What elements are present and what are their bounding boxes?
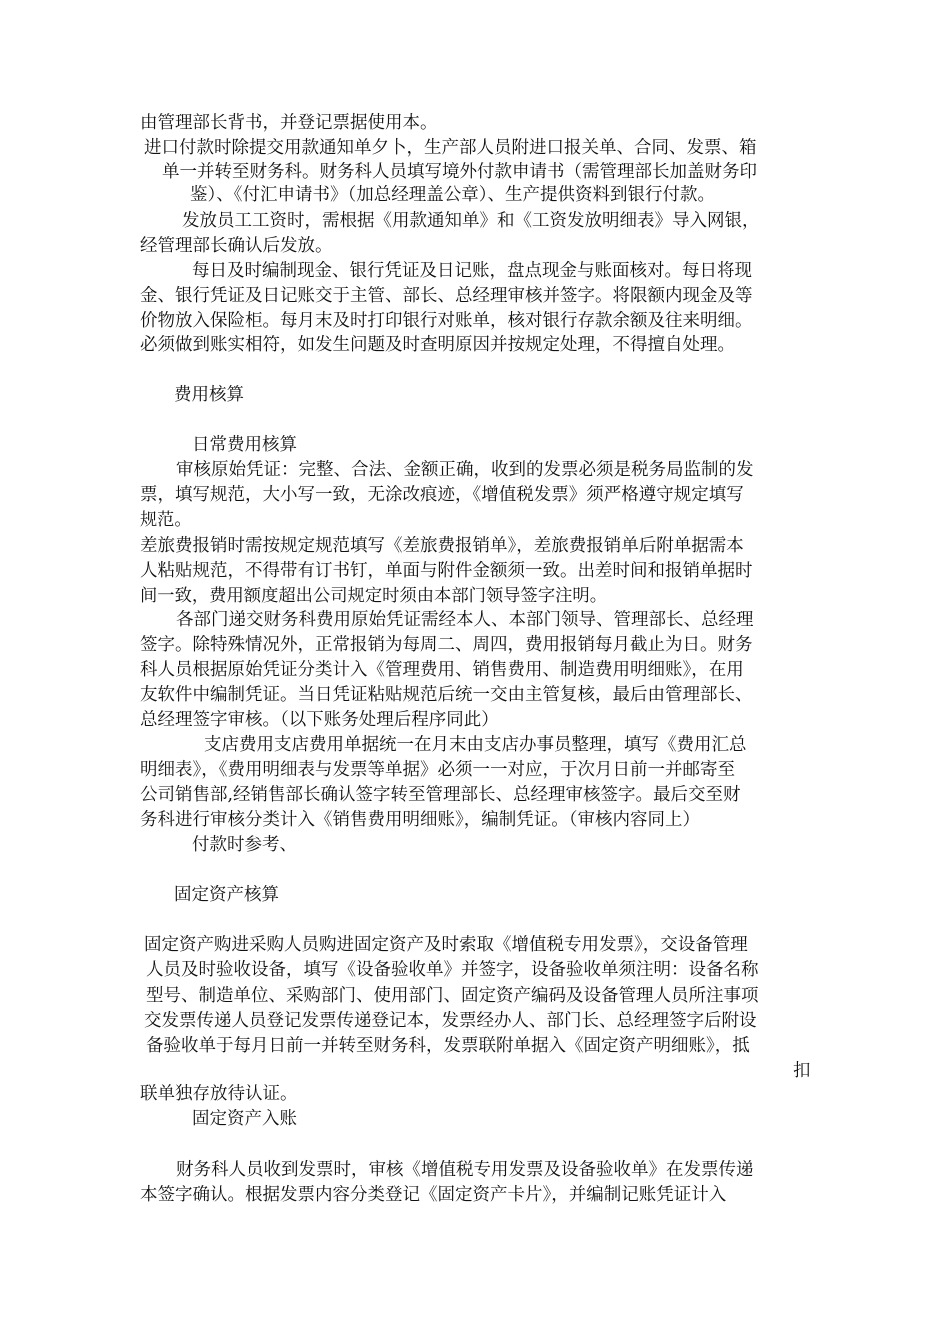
text-line: 固定资产购进采购人员购进固定资产及时索取《增值税专用发票》，交设备管理 [144, 935, 748, 955]
text-line: 经管理部长确认后发放。 [140, 236, 333, 256]
text-line: 务科进行审核分类计入《销售费用明细账》，编制凭证。（审核内容同上） [140, 810, 700, 830]
text-line: 由管理部长背书，并登记票据使用本。 [140, 113, 438, 133]
text-line: 本签字确认。根据发票内容分类登记《固定资产卡片》，并编制记账凭证计入 [140, 1185, 727, 1205]
subsection-heading: 固定资产入账 [192, 1109, 297, 1129]
text-line: 发放员工工资时，需根据《用款通知单》和《工资发放明细表》导入网银， [182, 211, 760, 231]
text-line: 人员及时验收设备，填写《设备验收单》并签字，设备验收单须注明：设备名称 [146, 960, 759, 980]
text-line: 支店费用支店费用单据统一在月末由支店办事员整理，填写《费用汇总 [204, 735, 747, 755]
text-line: 财务科人员收到发票时，审核《增值税专用发票及设备验收单》在发票传递 [176, 1160, 754, 1180]
text-line: 扣 [793, 1061, 811, 1081]
subsection-heading: 日常费用核算 [192, 435, 297, 455]
text-line: 明细表》，《费用明细表与发票等单据》必须一一对应，于次月日前一并邮寄至 [140, 760, 735, 780]
text-line: 必须做到账实相符，如发生问题及时查明原因并按规定处理，不得擅自处理。 [140, 335, 735, 355]
text-line: 人粘贴规范，不得带有订书钉，单面与附件金额须一致。出差时间和报销单据时 [140, 561, 753, 581]
text-line: 科人员根据原始凭证分类计入《管理费用、销售费用、制造费用明细账》，在用 [140, 660, 744, 680]
text-line: 联单独存放待认证。 [140, 1084, 298, 1104]
text-line: 备验收单于每月日前一并转至财务科，发票联附单据入《固定资产明细账》，抵 [146, 1036, 750, 1056]
section-heading: 固定资产核算 [174, 885, 279, 905]
text-line: 各部门递交财务科费用原始凭证需经本人、本部门领导、管理部长、总经理 [176, 610, 754, 630]
text-line: 交发票传递人员登记发票传递登记本，发票经办人、部门长、总经理签字后附设 [144, 1011, 757, 1031]
text-line: 金、银行凭证及日记账交于主管、部长、总经理审核并签字。将限额内现金及等 [140, 286, 753, 306]
text-line: 规范。 [140, 510, 192, 530]
text-line: 签字。除特殊情况外，正常报销为每周二、周四，费用报销每月截止为日。财务 [140, 635, 753, 655]
text-line: 每日及时编制现金、银行凭证及日记账，盘点现金与账面核对。每日将现 [192, 261, 752, 281]
text-line: 进口付款时除提交用款通知单夕卜，生产部人员附进口报关单、合同、发票、箱 [144, 138, 757, 158]
text-line: 审核原始凭证：完整、合法、金额正确，收到的发票必须是税务局监制的发 [176, 460, 754, 480]
text-line: 友软件中编制凭证。当日凭证粘贴规范后统一交由主管复核，最后由管理部长、 [140, 685, 753, 705]
text-line: 鉴）、《付汇申请书》（加总经理盖公章）、生产提供资料到银行付款。 [190, 185, 715, 205]
section-heading: 费用核算 [174, 385, 244, 405]
text-line: 付款时参考、 [192, 835, 297, 855]
text-line: 型号、制造单位、采购部门、使用部门、固定资产编码及设备管理人员所注事项 [146, 986, 759, 1006]
text-line: 单一并转至财务科。财务科人员填写境外付款申请书（需管理部长加盖财务印 [162, 162, 757, 182]
text-line: 总经理签字审核。（以下账务处理后程序同此） [140, 710, 499, 730]
text-line: 差旅费报销时需按规定规范填写《差旅费报销单》，差旅费报销单后附单据需本 [140, 536, 744, 556]
text-line: 价物放入保险柜。每月末及时打印银行对账单，核对银行存款余额及往来明细。 [140, 311, 753, 331]
text-line: 公司销售部,经销售部长确认签字转至管理部长、总经理审核签字。最后交至财 [140, 785, 741, 805]
text-line: 间一致，费用额度超出公司规定时须由本部门领导签字注明。 [140, 586, 608, 606]
text-line: 票，填写规范，大小写一致，无涂改痕迹，《增值税发票》须严格遵守规定填写 [140, 485, 744, 505]
